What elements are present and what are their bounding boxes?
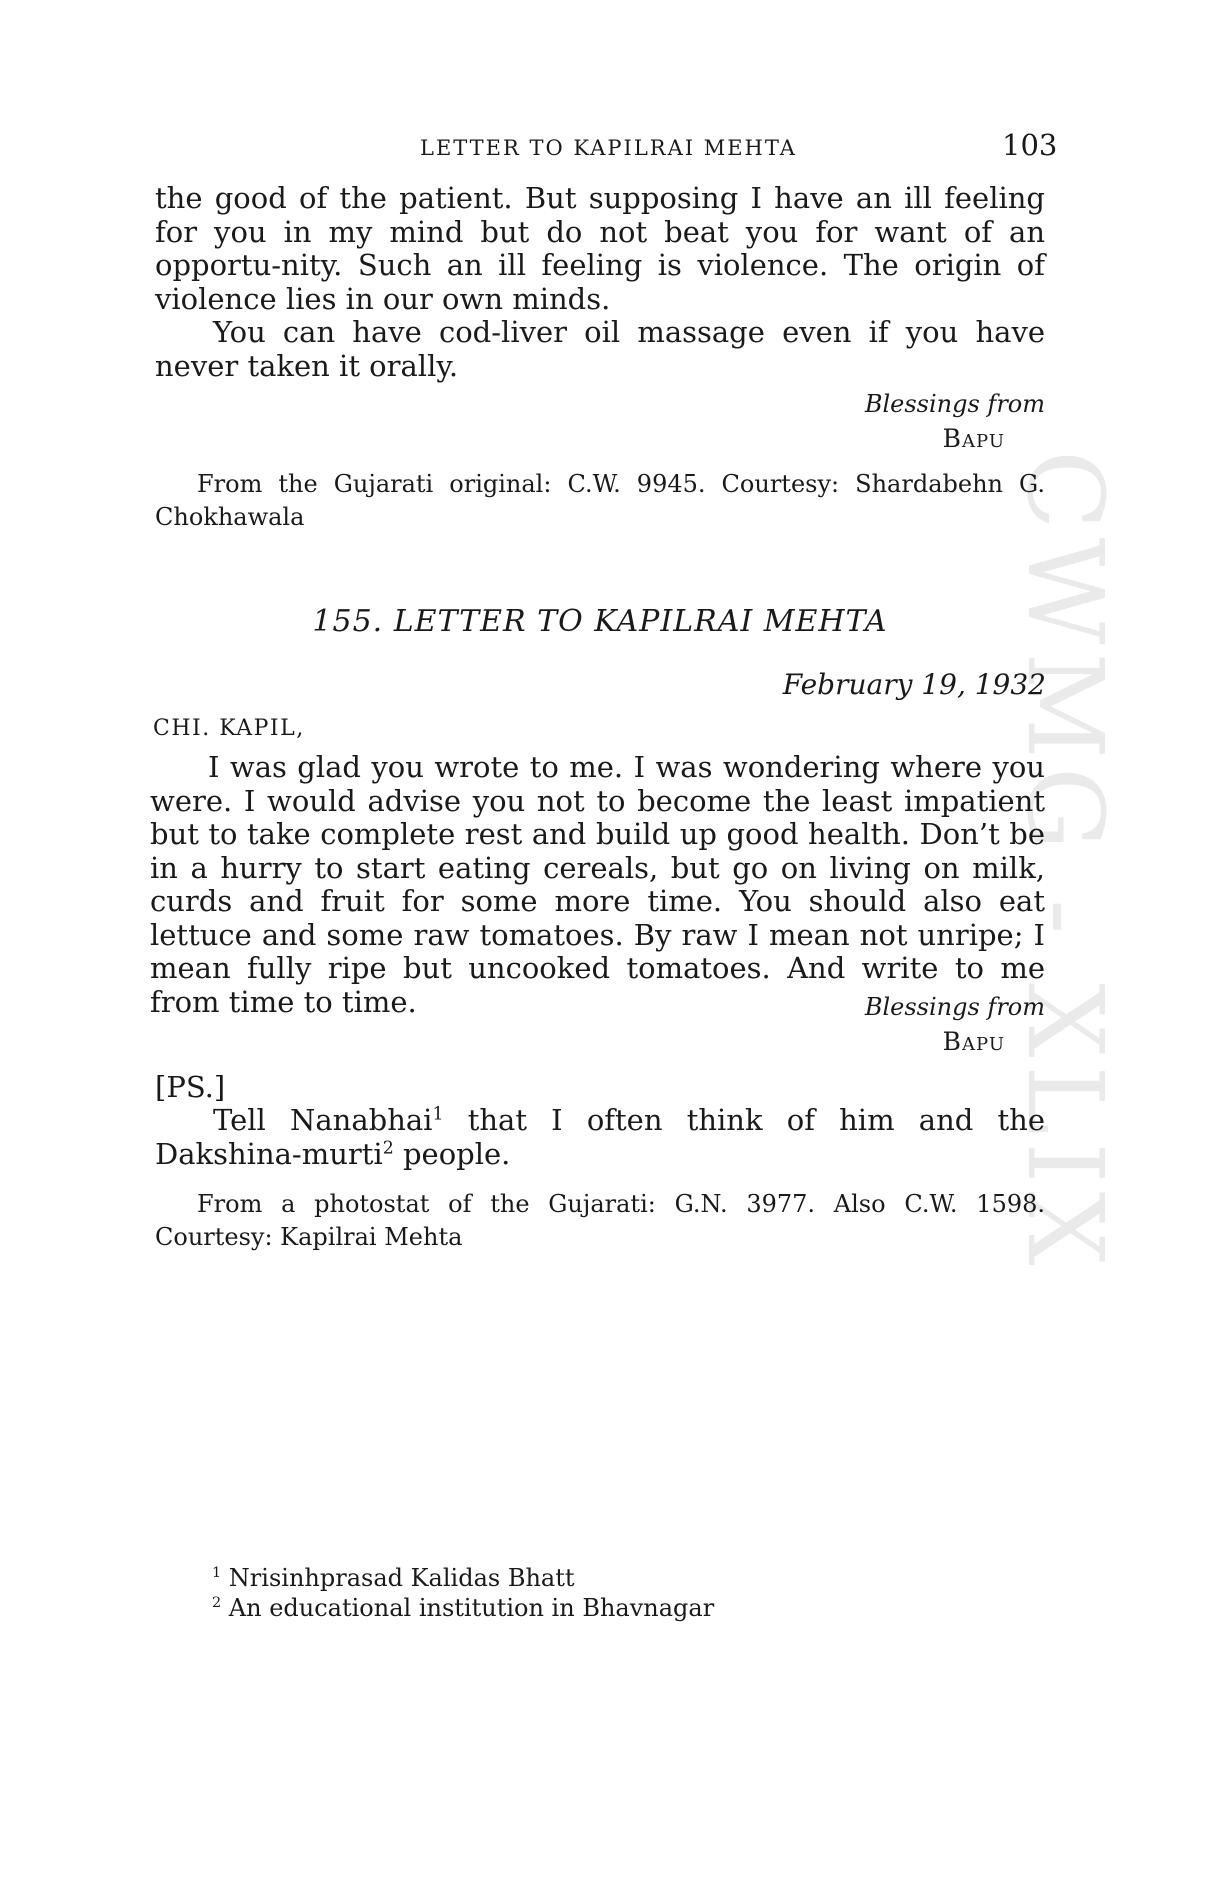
prev-sign-off: Blessings from bbox=[864, 390, 1045, 418]
footnote-ref-2: 2 bbox=[382, 1137, 394, 1158]
footnote-1 bbox=[212, 1563, 912, 1593]
prev-source-text: From the Gujarati original: C.W. 9945. Courtesy: Shardabehn G. Chokhawala bbox=[155, 470, 1045, 531]
ps-text-2: that I often think of him and the Dakshina-murti bbox=[155, 1103, 1045, 1171]
postscript bbox=[155, 1104, 1045, 1171]
footnote-marker-2: 2 bbox=[212, 1595, 222, 1611]
letter-sign-block bbox=[700, 993, 1045, 1056]
running-head: LETTER TO KAPILRAI MEHTA bbox=[420, 136, 797, 160]
prev-paragraph-1: the good of the patient. But supposing I have an ill feeling for you in my mind but do not beat you for want of an opportu-nity. Such an ill feeling is violence. The origin of violence lies in our own minds. bbox=[155, 181, 1045, 316]
prev-source-note bbox=[155, 468, 1045, 534]
ps-label: [PS.] bbox=[155, 1070, 226, 1104]
ps-paragraph bbox=[155, 1104, 1045, 1171]
footnote-text-2: An educational institution in Bhavnagar bbox=[228, 1594, 715, 1622]
ps-text-3: people. bbox=[393, 1136, 511, 1171]
ps-text-1: Tell Nanabhai bbox=[213, 1103, 433, 1137]
footnote-2 bbox=[212, 1593, 912, 1623]
watermark: CWMG - XLIX bbox=[1004, 450, 1126, 1274]
letter-salutation: CHI. KAPIL, bbox=[153, 716, 305, 741]
prev-paragraph-2: You can have cod-liver oil massage even if you have never taken it orally. bbox=[155, 315, 1045, 383]
prev-signature: Bapu bbox=[942, 424, 1005, 453]
footnotes bbox=[212, 1563, 912, 1623]
prev-letter-body bbox=[155, 182, 1045, 383]
letter-paragraph: I was glad you wrote to me. I was wondering where you were. I would advise you not to become the least impatient but to take complete rest and build up good health. Don’t be in a hurry to start eating cereals, but go on living on milk, curds and fruit for some more time. You should also eat lettuce and some raw tomatoes. By raw I mean not unripe; I mean fully ripe but uncooked tomatoes. And write to me from time to time. bbox=[150, 750, 1045, 1019]
footnote-ref-1: 1 bbox=[432, 1104, 444, 1125]
letter-title: 155. LETTER TO KAPILRAI MEHTA bbox=[312, 604, 888, 639]
page-number: 103 bbox=[1002, 128, 1058, 162]
footnote-text-1: Nrisinhprasad Kalidas Bhatt bbox=[228, 1564, 575, 1592]
letter-source-text: From a photostat of the Gujarati: G.N. 3977. Also C.W. 1598. Courtesy: Kapilrai Mehta bbox=[155, 1190, 1045, 1251]
footnote-marker-1: 1 bbox=[212, 1565, 222, 1581]
letter-date: February 19, 1932 bbox=[782, 668, 1046, 701]
letter-sign-off: Blessings from bbox=[864, 993, 1045, 1021]
letter-source-note bbox=[155, 1188, 1045, 1254]
letter-signature: Bapu bbox=[942, 1027, 1005, 1056]
prev-sign-block bbox=[700, 390, 1045, 453]
letter-body bbox=[150, 751, 1045, 1019]
